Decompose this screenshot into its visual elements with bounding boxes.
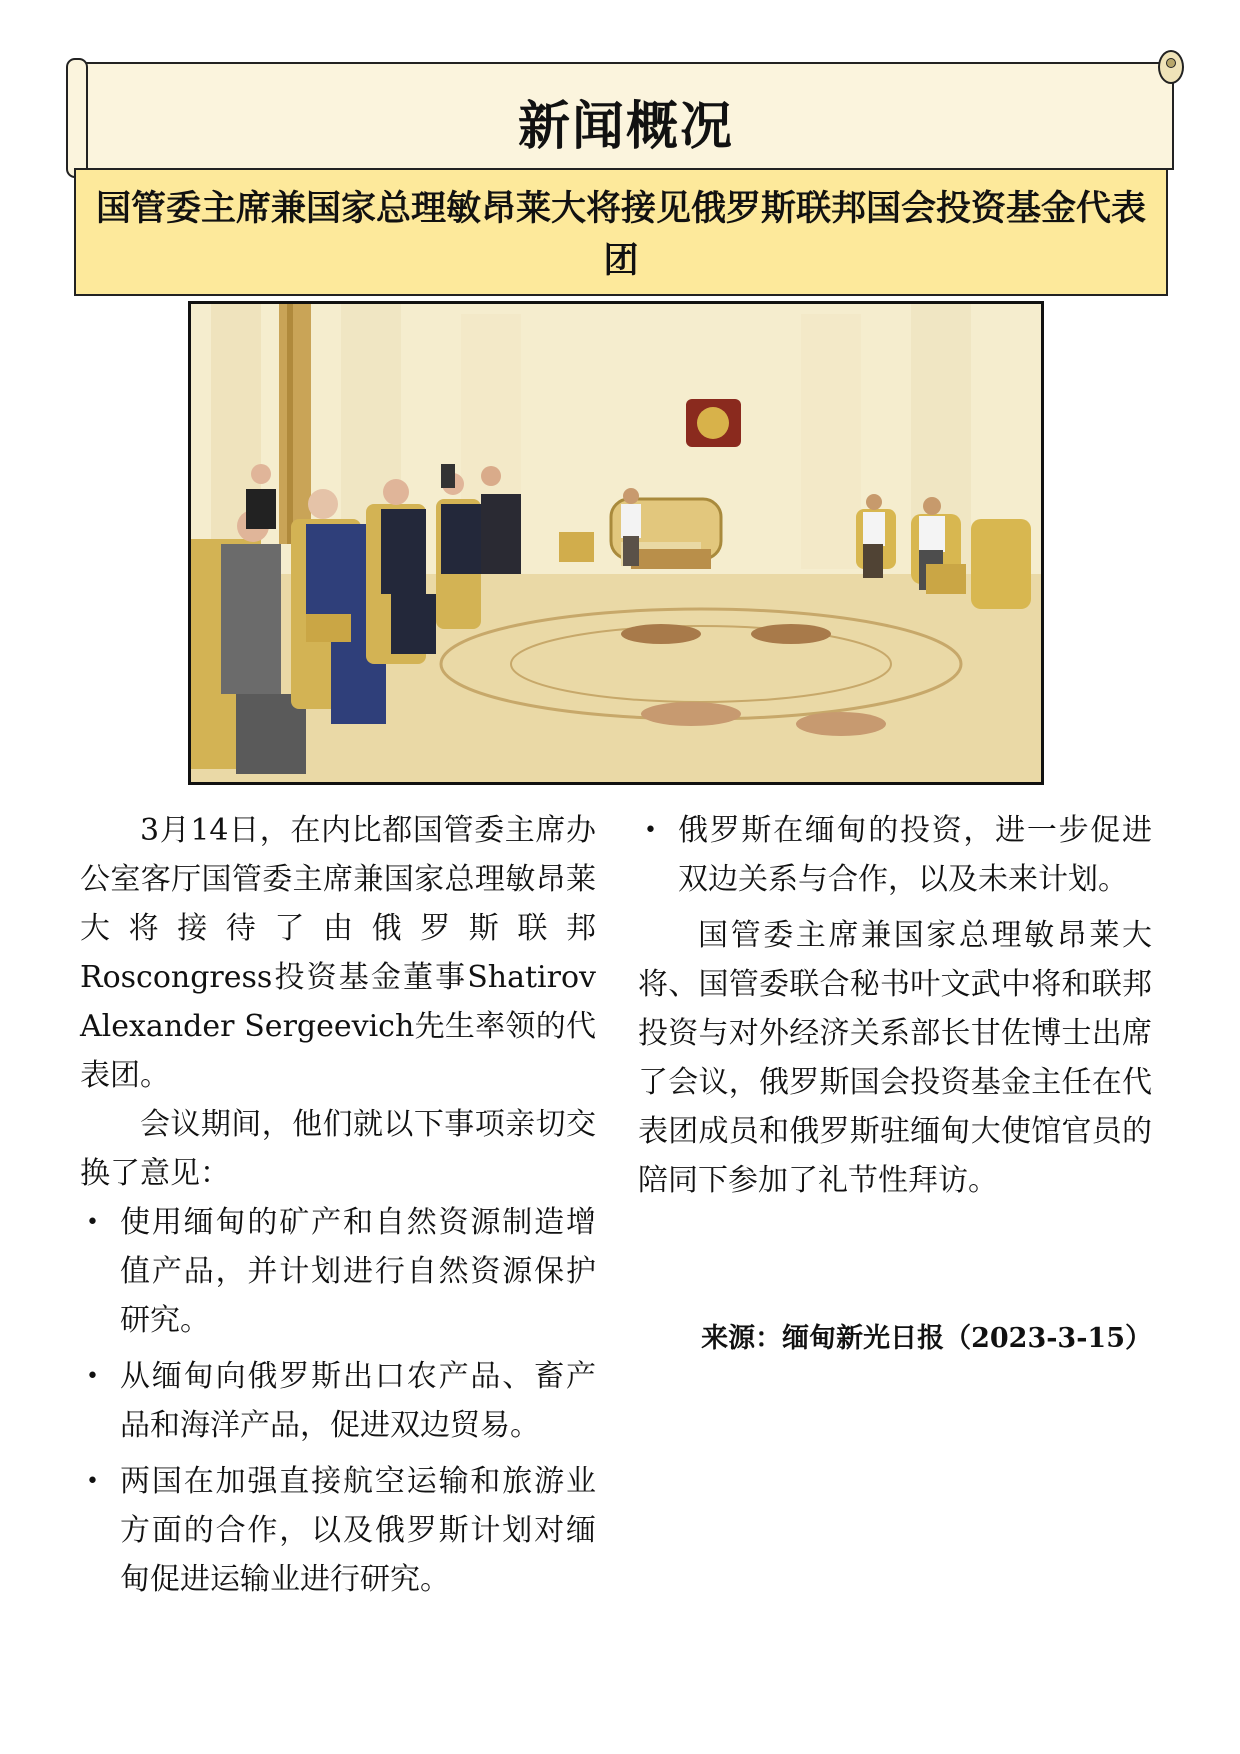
list-item-text: 俄罗斯在缅甸的投资，进一步促进双边关系与合作，以及未来计划。	[678, 813, 1152, 897]
right-column	[638, 806, 1152, 1205]
list-item	[80, 1457, 596, 1604]
paragraph-attendees: 国管委主席兼国家总理敏昂莱大将、国管委联合秘书叶文武中将和联邦投资与对外经济关系部长甘佐博士出席了会议，俄罗斯国会投资基金主任在代表团成员和俄罗斯驻缅甸大使馆官员的陪同下参加了礼节性拜访。	[638, 918, 1152, 1198]
headline: 国管委主席兼国家总理敏昂莱大将接见俄罗斯联邦国会投资基金代表团	[96, 188, 1147, 281]
left-column	[80, 806, 596, 1611]
meeting-photo-illustration	[191, 304, 1041, 782]
discussion-list-continued	[638, 806, 1152, 904]
list-item	[80, 1198, 596, 1345]
paragraph-discussion: 会议期间，他们就以下事项亲切交换了意见：	[80, 1107, 596, 1191]
scroll-curl-dot	[1166, 58, 1176, 68]
discussion-list	[80, 1198, 596, 1604]
bullet-icon: •	[644, 818, 657, 843]
list-item-text: 两国在加强直接航空运输和旅游业方面的合作，以及俄罗斯计划对缅甸促进运输业进行研究。	[120, 1464, 596, 1597]
headline-box	[74, 168, 1168, 296]
bullet-icon: •	[86, 1469, 99, 1494]
bullet-icon: •	[86, 1210, 99, 1235]
meeting-photo	[188, 301, 1044, 785]
list-item	[80, 1352, 596, 1450]
list-item-text: 从缅甸向俄罗斯出口农产品、畜产品和海洋产品，促进双边贸易。	[120, 1359, 596, 1443]
source-citation: 来源：缅甸新光日报（2023-3-15）	[701, 1323, 1152, 1354]
paragraph-intro: 3月14日，在内比都国管委主席办公室客厅国管委主席兼国家总理敏昂莱大将接待了由俄罗斯联邦Roscongress投资基金董事Shatirov Alexander Sergeevich先生率领的代表团。	[80, 813, 596, 1093]
list-item-text: 使用缅甸的矿产和自然资源制造增值产品，并计划进行自然资源保护研究。	[120, 1205, 596, 1338]
list-item	[638, 806, 1152, 904]
bullet-icon: •	[86, 1364, 99, 1389]
title-scroll-banner	[78, 62, 1174, 170]
banner-title: 新闻概况	[517, 96, 734, 157]
